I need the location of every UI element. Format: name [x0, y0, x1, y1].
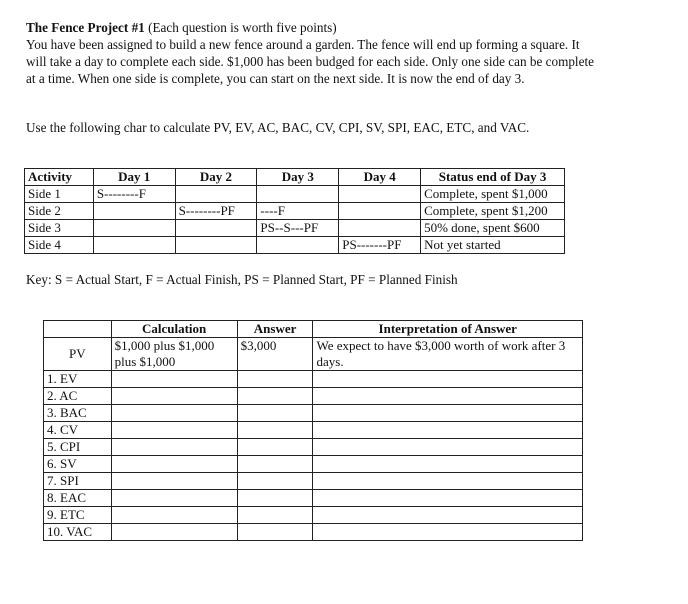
status-cell: 50% done, spent $600	[421, 220, 565, 237]
day-cell	[257, 186, 339, 203]
points-note: (Each question is worth five points)	[148, 20, 337, 35]
schedule-header-cell: Day 2	[175, 169, 257, 186]
metric-label: 8. EAC	[44, 490, 112, 507]
calc-row	[44, 456, 583, 473]
interpretation-cell[interactable]	[313, 388, 583, 405]
answer-cell[interactable]	[237, 371, 313, 388]
pv-calculation: $1,000 plus $1,000 plus $1,000	[111, 338, 237, 371]
day-cell	[93, 220, 175, 237]
calc-row	[44, 388, 583, 405]
calculation-cell[interactable]	[111, 439, 237, 456]
pv-label: PV	[44, 338, 112, 371]
calc-header-cell	[44, 321, 112, 338]
calculation-table	[43, 320, 583, 541]
day-cell: PS-------PF	[339, 237, 421, 254]
metric-label: 1. EV	[44, 371, 112, 388]
answer-cell[interactable]	[237, 439, 313, 456]
answer-cell[interactable]	[237, 524, 313, 541]
pv-interpretation: We expect to have $3,000 worth of work after 3 days.	[313, 338, 583, 371]
day-cell: S--------PF	[175, 203, 257, 220]
pv-row	[44, 338, 583, 371]
interpretation-cell[interactable]	[313, 439, 583, 456]
metric-label: 7. SPI	[44, 473, 112, 490]
calculation-cell[interactable]	[111, 490, 237, 507]
day-cell	[175, 186, 257, 203]
project-title: The Fence Project #1	[26, 20, 145, 35]
schedule-header-cell: Day 3	[257, 169, 339, 186]
day-cell	[257, 237, 339, 254]
metric-label: 4. CV	[44, 422, 112, 439]
day-cell: PS--S---PF	[257, 220, 339, 237]
metric-label: 10. VAC	[44, 524, 112, 541]
calc-row	[44, 371, 583, 388]
status-cell: Complete, spent $1,200	[421, 203, 565, 220]
intro-paragraph	[26, 19, 596, 87]
calculation-cell[interactable]	[111, 405, 237, 422]
metric-label: 9. ETC	[44, 507, 112, 524]
calc-row	[44, 405, 583, 422]
calculation-cell[interactable]	[111, 524, 237, 541]
metric-label: 3. BAC	[44, 405, 112, 422]
day-cell	[93, 237, 175, 254]
schedule-row	[25, 237, 565, 254]
status-cell: Not yet started	[421, 237, 565, 254]
calculation-cell[interactable]	[111, 422, 237, 439]
interpretation-cell[interactable]	[313, 490, 583, 507]
calculation-cell[interactable]	[111, 388, 237, 405]
schedule-header-cell: Day 1	[93, 169, 175, 186]
calculation-cell[interactable]	[111, 473, 237, 490]
activity-cell: Side 1	[25, 186, 94, 203]
day-cell: S--------F	[93, 186, 175, 203]
calc-header-cell: Answer	[237, 321, 313, 338]
calc-row	[44, 524, 583, 541]
answer-cell[interactable]	[237, 388, 313, 405]
day-cell	[339, 203, 421, 220]
calculation-cell[interactable]	[111, 371, 237, 388]
calc-row	[44, 490, 583, 507]
interpretation-cell[interactable]	[313, 371, 583, 388]
legend-key: Key: S = Actual Start, F = Actual Finish, PS = Planned Start, PF = Planned Finish	[26, 272, 458, 287]
day-cell	[175, 220, 257, 237]
answer-cell[interactable]	[237, 490, 313, 507]
answer-cell[interactable]	[237, 456, 313, 473]
calc-header-cell: Interpretation of Answer	[313, 321, 583, 338]
calc-header-row	[44, 321, 583, 338]
calculation-cell[interactable]	[111, 507, 237, 524]
intro-body: You have been assigned to build a new fence around a garden. The fence will end up forming a square. It will take a day to complete each side. $1,000 has been budged for each side. Only one side can be complete at a time. When one side is complete, you can start on the next side. It is now the end of day 3.	[26, 37, 594, 86]
interpretation-cell[interactable]	[313, 456, 583, 473]
schedule-row	[25, 186, 565, 203]
interpretation-cell[interactable]	[313, 524, 583, 541]
activity-cell: Side 4	[25, 237, 94, 254]
activity-cell: Side 2	[25, 203, 94, 220]
interpretation-cell[interactable]	[313, 405, 583, 422]
status-cell: Complete, spent $1,000	[421, 186, 565, 203]
answer-cell[interactable]	[237, 422, 313, 439]
metric-label: 2. AC	[44, 388, 112, 405]
calc-row	[44, 473, 583, 490]
schedule-table	[24, 168, 565, 254]
answer-cell[interactable]	[237, 473, 313, 490]
schedule-header-cell: Activity	[25, 169, 94, 186]
day-cell	[339, 186, 421, 203]
calc-row	[44, 507, 583, 524]
schedule-header-cell: Day 4	[339, 169, 421, 186]
calc-row	[44, 439, 583, 456]
day-cell	[339, 220, 421, 237]
calc-row	[44, 422, 583, 439]
day-cell	[93, 203, 175, 220]
metric-label: 6. SV	[44, 456, 112, 473]
calc-header-cell: Calculation	[111, 321, 237, 338]
interpretation-cell[interactable]	[313, 422, 583, 439]
instruction-text: Use the following char to calculate PV, EV, AC, BAC, CV, CPI, SV, SPI, EAC, ETC, and VAC.	[26, 120, 530, 135]
day-cell: ----F	[257, 203, 339, 220]
calculation-cell[interactable]	[111, 456, 237, 473]
answer-cell[interactable]	[237, 507, 313, 524]
activity-cell: Side 3	[25, 220, 94, 237]
metric-label: 5. CPI	[44, 439, 112, 456]
day-cell	[175, 237, 257, 254]
schedule-header-row	[25, 169, 565, 186]
answer-cell[interactable]	[237, 405, 313, 422]
schedule-row	[25, 203, 565, 220]
pv-answer: $3,000	[237, 338, 313, 371]
schedule-row	[25, 220, 565, 237]
interpretation-cell[interactable]	[313, 473, 583, 490]
interpretation-cell[interactable]	[313, 507, 583, 524]
schedule-header-cell: Status end of Day 3	[421, 169, 565, 186]
